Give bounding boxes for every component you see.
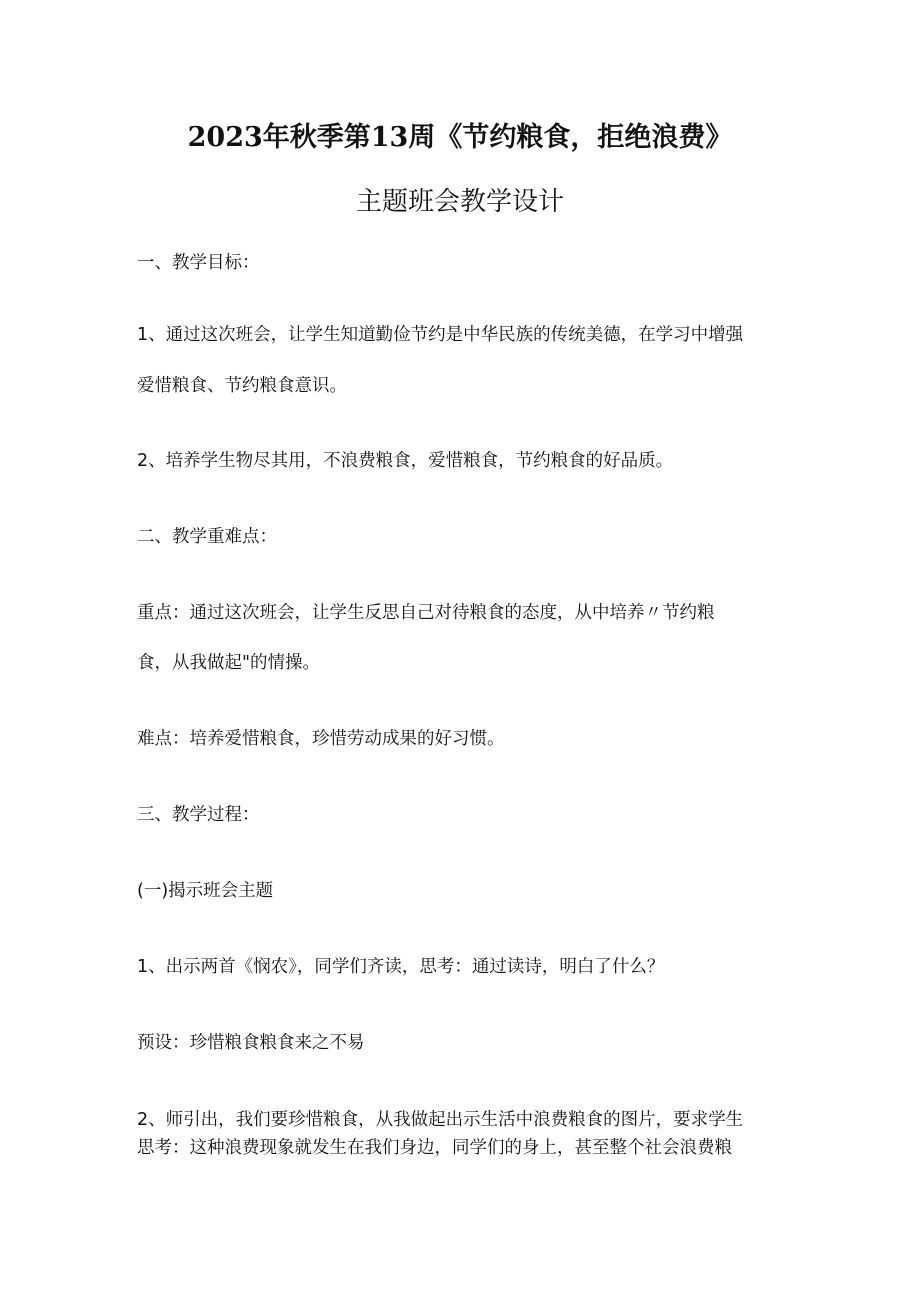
paragraph-line: 爱惜粮食、节约粮食意识。	[137, 376, 347, 396]
paragraph-line: 1、出示两首《悯农》，同学们齐读，思考：通过读诗，明白了什么？	[137, 957, 665, 977]
document-subtitle: 主题班会教学设计	[355, 187, 564, 217]
paragraph-line: 重点：通过这次班会，让学生反思自己对待粮食的态度，从中培养〃节约粮	[137, 603, 715, 623]
paragraph-line: 思考：这种浪费现象就发生在我们身边，同学们的身上，甚至整个社会浪费粮	[137, 1138, 732, 1158]
section-heading-objectives: 一、教学目标：	[137, 253, 260, 273]
paragraph-line: 2、培养学生物尽其用，不浪费粮食，爱惜粮食，节约粮食的好品质。	[137, 451, 674, 471]
document-title: 2023年秋季第13周《节约粮食，拒绝浪费》	[187, 122, 733, 153]
section-heading-key-points: 二、教学重难点：	[137, 527, 277, 547]
section-heading-process: 三、教学过程：	[137, 805, 260, 825]
paragraph-line: 预设：珍惜粮食粮食来之不易	[137, 1033, 365, 1053]
paragraph-line: 1、通过这次班会，让学生知道勤俭节约是中华民族的传统美德，在学习中增强	[137, 325, 744, 345]
subsection-heading: (一)揭示班会主题	[137, 881, 274, 901]
paragraph-line: 2、师引出，我们要珍惜粮食，从我做起出示生活中浪费粮食的图片，要求学生	[137, 1110, 744, 1130]
paragraph-line: 难点：培养爱惜粮食，珍惜劳动成果的好习惯。	[137, 729, 505, 749]
paragraph-line: 食，从我做起"的情操。	[137, 653, 321, 673]
